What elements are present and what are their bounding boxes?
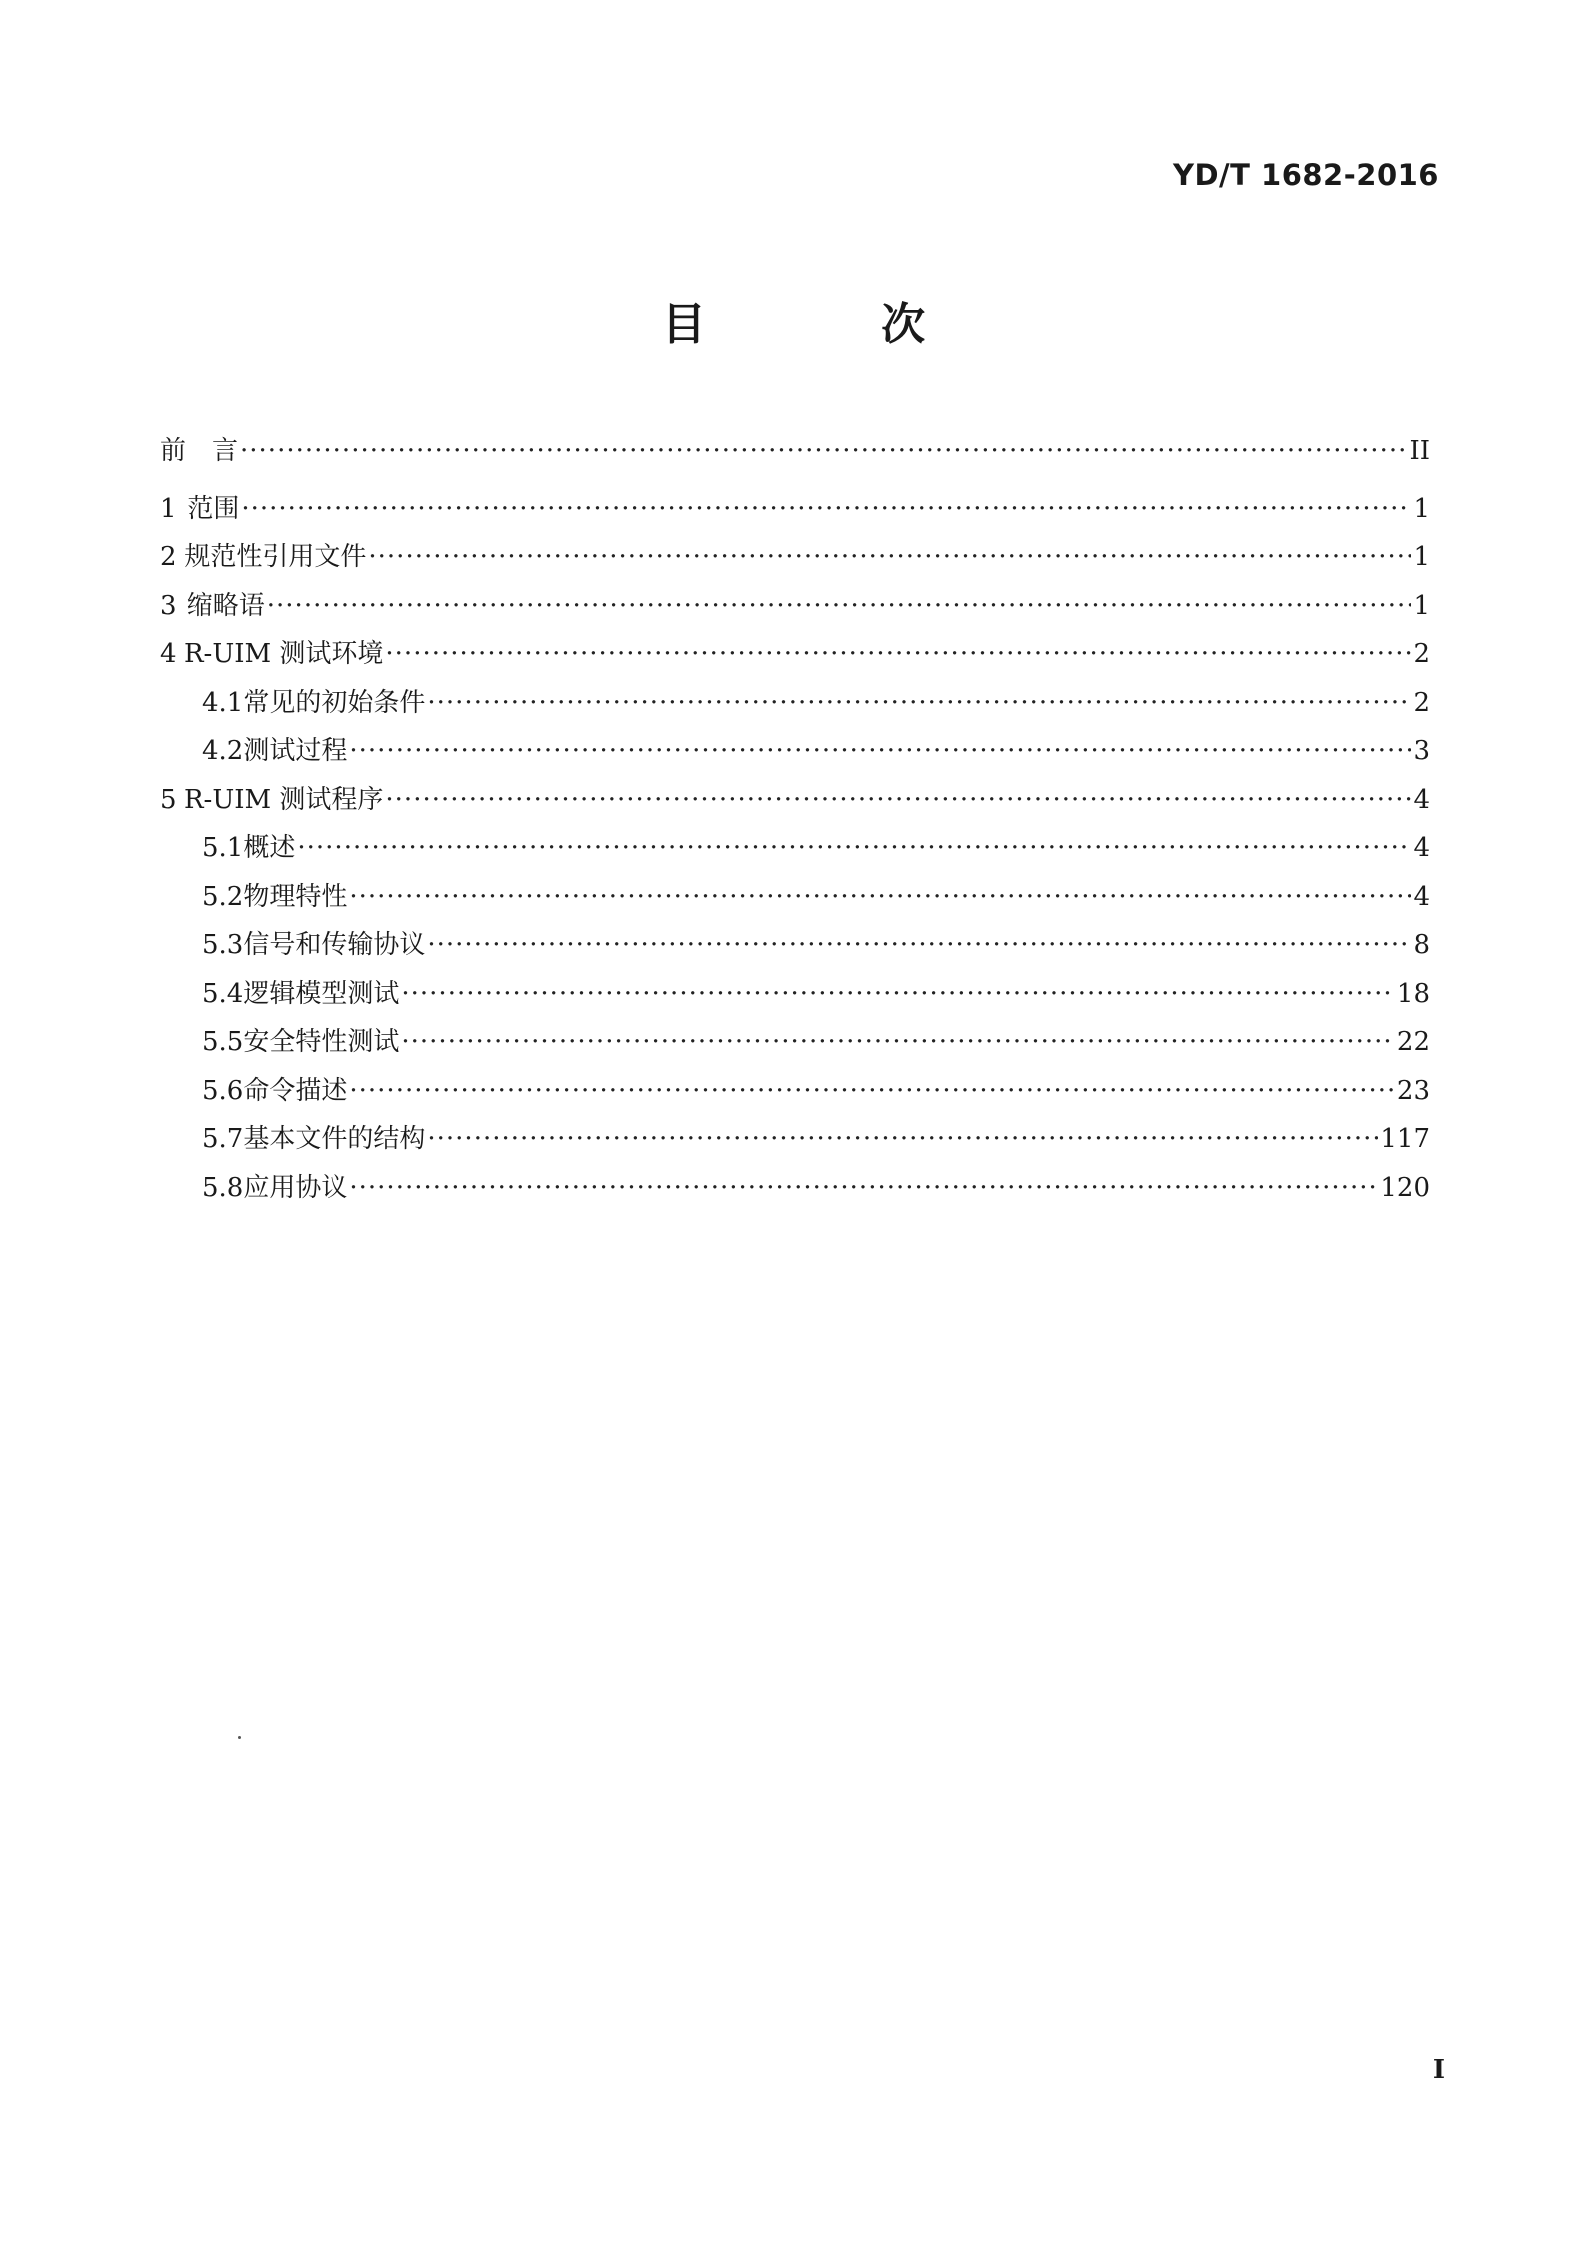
toc-entry-5-7[interactable] [160, 1118, 1430, 1167]
toc-label: 前 言 [160, 436, 239, 466]
toc-page-number: 1 [1413, 493, 1430, 524]
toc-number: 5.5 [202, 1027, 244, 1057]
dot-leader [349, 1076, 1395, 1106]
toc-label: 测试过程 [243, 736, 348, 766]
page-title: 目 次 [661, 299, 1006, 350]
toc-page-number: 4 [1413, 833, 1430, 863]
toc-label: 信号和传输协议 [243, 930, 426, 960]
toc-entry-3[interactable] [160, 585, 1430, 634]
toc-page-number: 3 [1413, 736, 1430, 766]
toc-number: 5.2 [202, 881, 244, 912]
toc-page-number: 2 [1413, 687, 1430, 718]
toc-number: 5 [160, 784, 177, 815]
toc-number: 4 [160, 639, 177, 669]
toc-page-number: 120 [1380, 1172, 1430, 1203]
toc-entry-5[interactable] [160, 779, 1430, 828]
toc-number: 5.4 [202, 978, 244, 1009]
dot-leader [240, 436, 1407, 466]
toc-label: 应用协议 [243, 1172, 348, 1203]
page-number: I [1432, 2055, 1445, 2085]
dot-leader [349, 1173, 1378, 1203]
toc-number: 5.6 [202, 1075, 244, 1106]
toc-page-number: 22 [1396, 1027, 1430, 1057]
dot-leader [427, 930, 1411, 960]
toc-page-number: 4 [1413, 881, 1430, 912]
scan-speck [238, 1736, 241, 1739]
toc-entry-4-1[interactable] [160, 682, 1430, 731]
dot-leader [401, 979, 1395, 1009]
toc-number: 5.7 [202, 1124, 244, 1154]
dot-leader [385, 639, 1411, 669]
toc-label: 命令描述 [243, 1075, 348, 1106]
toc-number: 4.2 [202, 736, 244, 766]
dot-leader [349, 882, 1411, 912]
toc-label: 逻辑模型测试 [243, 978, 400, 1009]
toc-label: 常见的初始条件 [243, 687, 426, 718]
toc-page-number: 4 [1413, 784, 1430, 815]
toc-page-number: 8 [1413, 930, 1430, 960]
toc-label: 范围 [187, 493, 240, 524]
toc-label: 安全特性测试 [243, 1027, 400, 1057]
dot-leader [241, 494, 1411, 524]
toc-page-number: 117 [1380, 1124, 1430, 1154]
toc-entry-4[interactable] [160, 633, 1430, 682]
toc-entry-5-4[interactable] [160, 973, 1430, 1022]
toc-page-number: 2 [1413, 639, 1430, 669]
toc-label: R-UIM 测试环境 [183, 639, 384, 669]
dot-leader [368, 542, 1411, 572]
toc-entry-foreword[interactable] [160, 430, 1430, 479]
toc-number: 4.1 [202, 687, 244, 718]
dot-leader [427, 1124, 1378, 1154]
dot-leader [267, 591, 1412, 621]
toc-label: 规范性引用文件 [184, 542, 367, 572]
table-of-contents [160, 430, 1430, 1215]
toc-entry-5-2[interactable] [160, 876, 1430, 925]
toc-number: 5.8 [202, 1172, 244, 1203]
toc-label: 基本文件的结构 [243, 1124, 426, 1154]
toc-label: 物理特性 [243, 881, 348, 912]
toc-number: 1 [160, 493, 177, 524]
toc-entry-5-3[interactable] [160, 924, 1430, 973]
dot-leader [349, 736, 1411, 766]
toc-entry-5-8[interactable] [160, 1167, 1430, 1216]
toc-number: 2 [160, 542, 177, 572]
toc-page-number: 18 [1396, 978, 1430, 1009]
toc-entry-5-6[interactable] [160, 1070, 1430, 1119]
toc-label: R-UIM 测试程序 [183, 784, 384, 815]
toc-entry-2[interactable] [160, 536, 1430, 585]
dot-leader [401, 1027, 1395, 1057]
toc-entry-1[interactable] [160, 488, 1430, 537]
toc-entry-5-1[interactable] [160, 827, 1430, 876]
toc-label: 概述 [243, 833, 296, 863]
toc-page-number: II [1409, 436, 1430, 466]
toc-number: 5.3 [202, 930, 244, 960]
toc-page-number: 1 [1413, 590, 1430, 621]
toc-number: 3 [160, 590, 177, 621]
dot-leader [297, 833, 1411, 863]
toc-page-number: 1 [1413, 542, 1430, 572]
toc-entry-4-2[interactable] [160, 730, 1430, 779]
toc-page-number: 23 [1396, 1075, 1430, 1106]
toc-entry-5-5[interactable] [160, 1021, 1430, 1070]
dot-leader [427, 688, 1411, 718]
dot-leader [385, 785, 1411, 815]
toc-number: 5.1 [202, 833, 244, 863]
toc-label: 缩略语 [186, 590, 265, 621]
standard-code: YD/T 1682-2016 [1172, 158, 1439, 192]
